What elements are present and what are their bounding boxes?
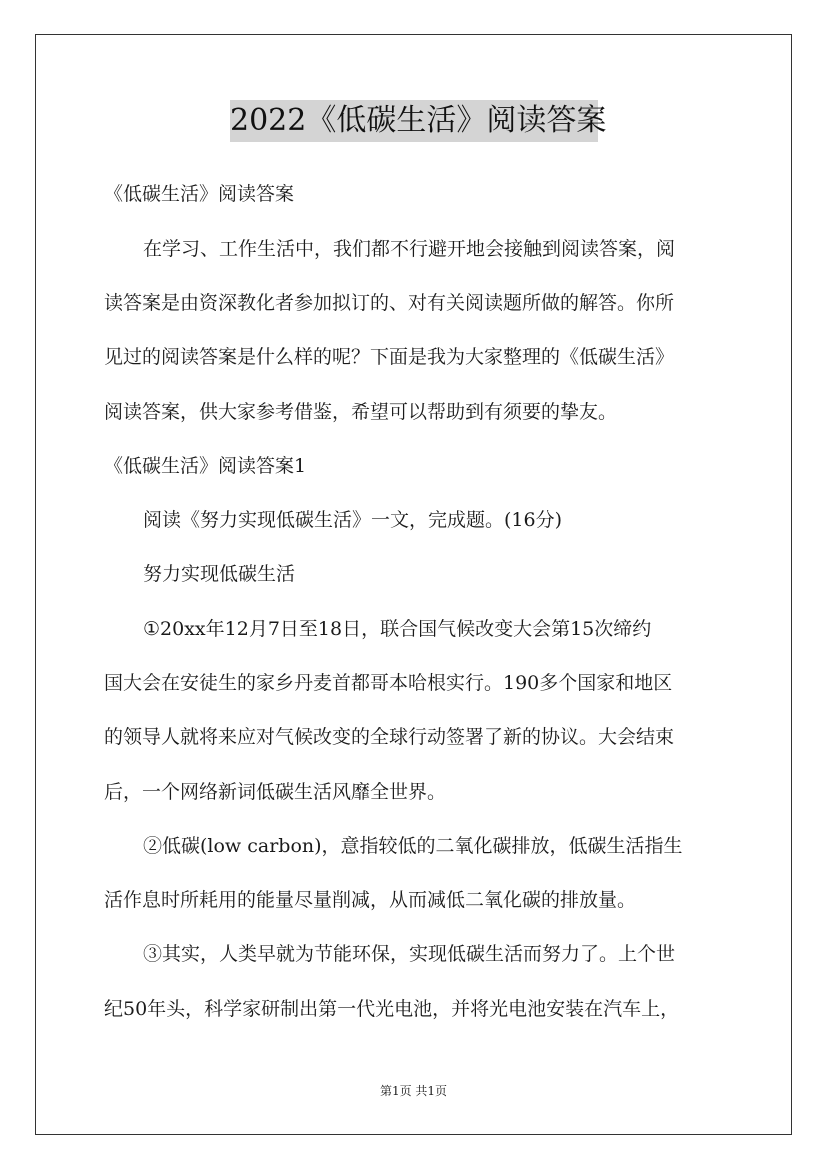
paragraph-line: 在学习、工作生活中，我们都不行避开地会接触到阅读答案，阅 [143, 238, 676, 260]
paragraph-line: ②低碳(low carbon)，意指较低的二氧化碳排放，低碳生活指生 [143, 835, 683, 857]
paragraph-line: 国大会在安徒生的家乡丹麦首都哥本哈根实行。190多个国家和地区 [104, 672, 673, 694]
paragraph-line: ①20xx年12月7日至18日，联合国气候改变大会第15次缔约 [143, 618, 652, 640]
paragraph-line: 见过的阅读答案是什么样的呢？下面是我为大家整理的《低碳生活》 [104, 346, 675, 368]
subtitle-line: 《低碳生活》阅读答案 [104, 183, 295, 205]
section-heading: 《低碳生活》阅读答案1 [104, 455, 307, 477]
paragraph-line: 阅读《努力实现低碳生活》一文，完成题。(16分) [143, 509, 563, 531]
article-title: 努力实现低碳生活 [143, 563, 296, 585]
paragraph-line: 活作息时所耗用的能量尽量削减，从而减低二氧化碳的排放量。 [104, 889, 637, 911]
page-title: 2022《低碳生活》阅读答案 [230, 100, 598, 142]
paragraph-line: 纪50年头，科学家研制出第一代光电池，并将光电池安装在汽车上， [104, 998, 680, 1020]
paragraph-line: 读答案是由资深教化者参加拟订的、对有关阅读题所做的解答。你所 [104, 292, 675, 314]
paragraph-line: 阅读答案，供大家参考借鉴，希望可以帮助到有须要的挚友。 [104, 401, 618, 423]
paragraph-line: 后，一个网络新词低碳生活风靡全世界。 [104, 781, 447, 803]
paragraph-line: ③其实，人类早就为节能环保，实现低碳生活而努力了。上个世 [143, 943, 676, 965]
paragraph-line: 的领导人就将来应对气候改变的全球行动签署了新的协议。大会结束 [104, 726, 675, 748]
page-footer: 第1页 共1页 [379, 1084, 448, 1098]
